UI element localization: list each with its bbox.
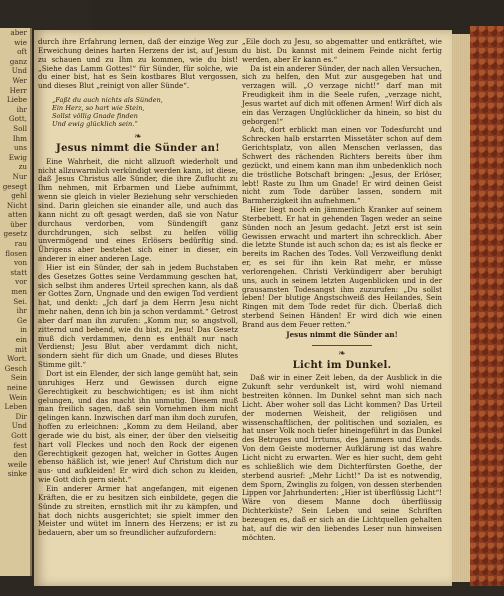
- right-column: [242, 38, 442, 542]
- fragment-word: gehl: [11, 191, 27, 201]
- fragment-word: Ge: [17, 315, 27, 325]
- fragment-word: von: [13, 258, 27, 268]
- book-cover-edge: [470, 26, 504, 586]
- fragment-word: Liebe: [6, 95, 27, 105]
- fragment-word: aber: [10, 28, 27, 37]
- fragment-word: ganz: [9, 56, 27, 66]
- paragraph: Hier liegt noch ein jämmerlich Kranker auf seinem Sterbebett. Er hat in gehenden Tagen weder an seine Sünden noch an Jesum gedacht. Jetzt erst ist sein Gewissen erwacht und martert ihn schrecklich. Aber die letzte Stunde ist auch schon da; es ist als flecke er bereits im Rachen des Todes. Voll Verzweiflung denkt er, es sei für ihn kein Rat mehr, er müsse verlorengehen. Christi Verkündigerr aber beruhigt uns, auch in seinem letzten Augenblicken und in der grausamsten Todesangst ihm zuzurufen: „Du sollst leben! Der blutige Angstschweiß des Heilandes, Sein Ringen mit dem Tode redet für dich. Überlaß dich sterbend Seinen Händen! Er wird dich wie einen Brand aus dem Feuer retten.“: [242, 205, 442, 329]
- fragment-word: ihr: [16, 104, 27, 114]
- fragment-word: über: [10, 219, 27, 229]
- fragment-word: gesegt: [2, 181, 27, 191]
- fragment-word: Und: [11, 66, 27, 76]
- fragment-word: Wort.: [7, 354, 27, 364]
- fragment-word: oft: [17, 47, 27, 57]
- fragment-word: Gott: [11, 430, 27, 440]
- fragment-word: uns: [14, 143, 27, 153]
- page-edges: [452, 34, 470, 582]
- section-heading: Licht im Dunkel.: [292, 359, 392, 371]
- paragraph: „Eile doch zu Jesu, so abgematter und entkräftet, wie du bist. Du kannst mit deinem Feinde nicht fertig werden, aber Er kann es.“: [242, 37, 442, 64]
- fragment-word: Ihm: [12, 133, 27, 143]
- fragment-word: men: [11, 287, 27, 297]
- section-heading: Jesus nimmt die Sünder an!: [56, 142, 220, 154]
- ornament-icon: ❧: [134, 132, 142, 143]
- fragment-word: Sei.: [13, 296, 27, 306]
- fragment-word: Sein: [10, 373, 27, 383]
- fragment-word: in: [20, 325, 27, 335]
- fragment-word: Gott,: [8, 114, 27, 124]
- fragment-word: Soll: [13, 123, 27, 133]
- fragment-word: mit: [14, 344, 27, 354]
- verse: [52, 96, 238, 128]
- fragment-word: Nicht: [6, 200, 27, 210]
- fragment-word: Dir: [15, 411, 27, 421]
- fragment-word: flosen: [5, 248, 27, 258]
- paragraph: Da ist ein anderer Sünder, der nach allen Versuchen, sich zu helfen, den Mut zur ausgegeben hat und verzagen will. „O verzage nicht!“ darf man mit Freudigkeit ihm in die Seele rufen, „verzage nicht, Jesus wartet auf dich mit offenen Armen! Wirf dich als ein das Verzagen Unglücklicher da hinein, so bist du geborgen!“: [242, 63, 442, 126]
- paragraph: Hier ist ein Sünder, der sah in jedem Buchstaben des Gesetzes Gottes seine Verdammung geschen hat, sich selbst ihm anderes Urteil sprechen kann, als daß er Gottes Zorn, Ungnade und den ewigen Tod verdient hat, und denkt: „Jch darf ja dem Herrn Jesu nicht mehr nahen, denn ich bin ja schon verdammt.“ Getrost aber darf man ihn zurufen: „Komm nur, so angstvoll, zitternd und bebend, wie du bist, zu Jesu! Das Gesetz muß dich verdammen, denn es enthält nur nach Verdienst; Jesu Blut aber verdammt dich nicht, sondern sieht für dich um Gnade, und dieses Blutes Stimme gilt.“: [38, 262, 238, 370]
- fragment-word: Herr: [9, 85, 27, 95]
- fragment-word: ihr: [16, 306, 27, 316]
- paragraph: Daß wir in einer Zeit leben, da der Ausblick in die Zukunft sehr verdunkelt ist, wird wohl niemand bestreiten können. Im Dunkel sehnt man sich nach Licht. Aber woher soll das Licht kommen? Das Urteil der modernen Weisheit, der religiösen und wissenschaftlichen, der politischen und sozialen, es hat unser Volk noch tiefer hineingeführt in das Dunkel des Betruges und Irrtums, des Jammers und Elends. Von dem Geiste moderner Aufklärung ist das wahre Licht nicht zu erwarten. Wer es hier sucht, dem geht es schließlich wie dem Dichterfürsten Goethe, der sterbend ausrief: „Mehr Licht!“ Da ist es notwendig, dem Sporn, Zwinglis zu folgen, von dessen sterbenden Lippen vor Jahrhunderten: „Hier ist überflüssig Licht“! Wäre von diesem Manne doch überflüssig Dichterküste? Sein Leben und seine Schriften bezeugen es, daß er sich an die Lichtquellen gehalten hat, auf die wir den liebendes Leser nun hinweisen möchten.: [242, 373, 442, 542]
- fragment-word: Leben: [4, 402, 27, 412]
- fragment-word: zu: [18, 162, 27, 172]
- divider: [312, 345, 372, 346]
- fragment-word: fest: [13, 440, 27, 450]
- fragment-word: atten: [8, 210, 27, 220]
- fragment-word: vor: [15, 277, 27, 287]
- fragment-word: Und: [11, 421, 27, 431]
- fragment-word: den: [13, 450, 27, 460]
- book-cover-top: [92, 0, 504, 30]
- fragment-word: weile: [7, 459, 27, 469]
- paragraph: Eine Wahrheit, die nicht allzuoft wiederholt und nicht allzuwarmlich verkündigt werden kann, ist diese, daß Jesus Christus alle Sünder, die ihre Zuflucht zu Ihm nehmen, mit Erbarmen und Liebe aufnimmt, wenn sie gleich in vieler Beziehung sehr verschieden sind. Darin gleichen sie einander alle, und auch das kann nicht zu oft gesagt werden, daß sie von Natur durchaus verdorben, vom Sündengift ganz durchdrungen, sich selbst zu helfen völlig unvermögend und eines Erlösers bedürftig sind. Übrigens aber bestehet sich einer in dieser, ein anderer in einer anderen Lage.: [38, 156, 238, 264]
- fragment-word: statt: [10, 267, 27, 277]
- fragment-word: wie: [14, 37, 27, 47]
- fragment-word: Wein: [9, 392, 27, 402]
- left-column: [38, 38, 238, 538]
- fragment-word: rau: [14, 239, 27, 249]
- fragment-word: Ewig: [8, 152, 27, 162]
- fragment-word: gesetz: [3, 229, 27, 239]
- fragment-word: Gesch: [4, 363, 27, 373]
- paragraph: Dort ist ein Elender, der sich lange gemüht hat, sein unruhiges Herz und Gewissen durch eigne Gerechtigkeit zu beschwichtigen; es ist ihm nicht gelungen, und das macht ihn unmutig. Diesem muß man freilich sagen, daß sein Vornehmen ihm nicht gelingen kann. Inzwischen darf man ihm doch zurufen, hoffen zu erleichnen: „Komm zu dem Heiland, aber gerade wie du bist, als einer, der über den vielseitig hart voll Fleckes und noch den Rock der eigenen Gerechtigkeit gezogen hat, welcher in Gottes Augen ebenso häßlich ist, wie jener! Auf Christum dich nur aus- und aufkleiden! Er wird dich schon zu kleiden, wie Gott dich gern sieht.“: [38, 369, 238, 485]
- fragment-word: sinke: [7, 469, 27, 479]
- paragraph: durch ihre Erfahrung lernen, daß der einzige Weg zur Erweichung deines harten Herzens der ist, auf Jesum zu schauen und zu Ihm zu kommen, wie du bist! „Siehe das Lamm Gottes!“ für Sünder, für solche, wie du einer bist, hat es Sein kostbares Blut vergossen, und dieses Blut „reinigt von aller Sünde“.: [38, 37, 238, 91]
- ornament-icon: ❧: [338, 348, 346, 359]
- verse-line: Und ewig glücklich sein.“: [52, 120, 138, 129]
- closing-line: Jesus nimmt die Sünder an!: [286, 329, 398, 339]
- paragraph: Ach, dort erblickt man einen vor Todesfurcht und Schrecken halb erstarrten Missetäter schon auf dem Gerichtsplatz, von allen Menschen verlassen, das Schwert des rächenden Richters bereits über ihm gezückt, und einem kann man ihm unbedenklich noch die tröstliche Botschaft bringen: „Jesus, der Erlöser, lebt! Raste zu Ihm um Gnade! Er wird deinen Geist nicht zum Tode darüber lassen, sondern mit Barmherzigkeit ihn aufnehmen.“: [242, 125, 442, 206]
- paragraph: Ein anderer Armer hat angefangen, mit eigenen Kräften, die er zu besitzen sich einbildete, gegen die Sünde zu streiten, ernstlich mit ihr zu kämpfen, und hat doch nichts ausgerichtet; sie spielt immer den Meister und wütet im Innern des Herzens; er ist zu bedauern, aber um so freundlicher aufzufordern:: [38, 483, 238, 538]
- fragment-word: Wer: [12, 75, 27, 85]
- verse-line: Sollst völlig Gnade finden: [52, 112, 138, 121]
- verse-line: Ein Herz, so hart wie Stein,: [52, 104, 145, 113]
- fragment-word: Nur: [12, 171, 27, 181]
- fragment-word: ein: [15, 335, 27, 344]
- verse-line: „Faßt du auch nichts als Sünden,: [52, 96, 163, 105]
- previous-page-fragment: [0, 28, 32, 576]
- fragment-word: neine: [6, 382, 27, 392]
